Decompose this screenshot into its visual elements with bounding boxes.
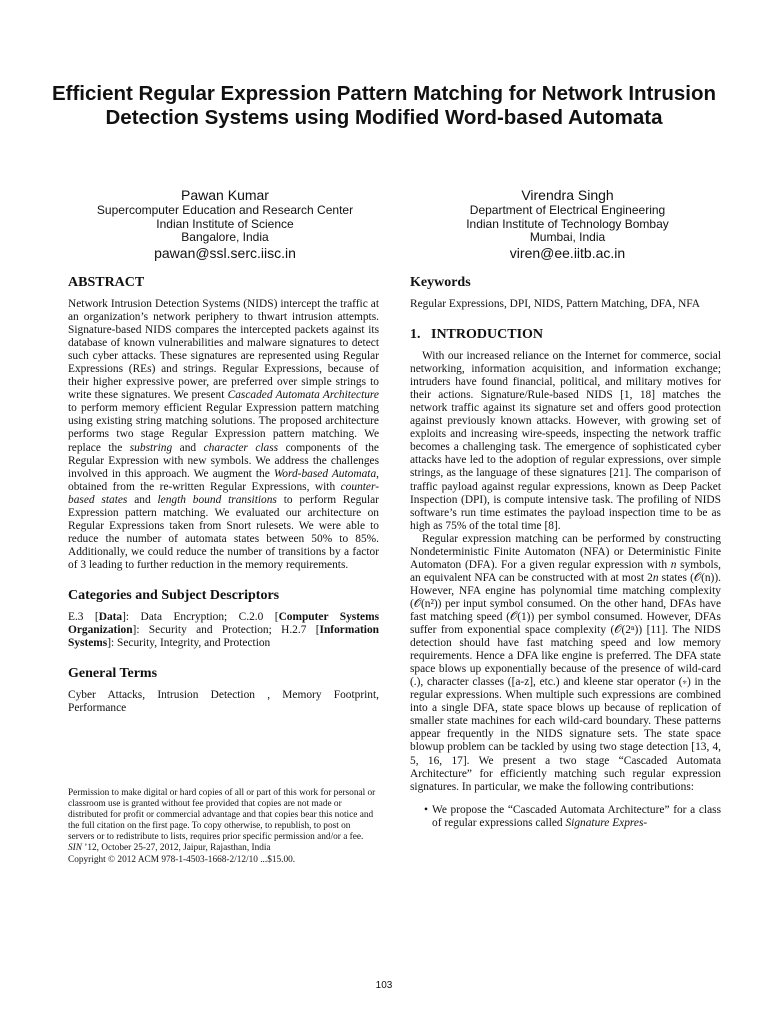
left-column [68, 274, 379, 715]
categories-heading: Categories and Subject Descriptors [68, 587, 280, 603]
keywords-text: Regular Expressions, DPI, NIDS, Pattern Matching, DFA, NFA [410, 298, 701, 310]
list-item: • We propose the “Cascaded Automata Architecture” for a class of regular expressions called Signature Expres- [424, 803, 721, 829]
right-column [410, 274, 721, 830]
page-number: 103 [375, 980, 393, 991]
author-affiliation-line: Indian Institute of Technology Bombay [466, 216, 669, 231]
author-email: viren@ee.iitb.ac.in [509, 244, 626, 261]
paper-title: Efficient Regular Expression Pattern Matching for Network Intrusion Detection Systems using Modified Word-based Automata [51, 82, 717, 129]
intro-paragraph-1: With our increased reliance on the Internet for commerce, social networking, information acquisition, and information exchange; intruders have found financial, political, and military motives for their actions. Signature/Rule-based NIDS [1, 18] matches the network traffic against its signature set and offers good protection against previously known attacks. However, with growing set of exploits and increasing wire-speeds, inspecting the network traffic becomes a challenging task. The emergence of sophisticated cyber attacks have led to the adoption of regular expressions, over simple strings, as the language of these signatures [21]. The comparison of traffic payload against regular expressions, known as Deep Packet Inspection (DPI), is compute intensive task. The profiling of NIDS software’s run time estimates the payload inspection time to be as high as 75% of the total time [8]. [410, 350, 721, 532]
general-terms-heading: General Terms [68, 666, 158, 682]
author-affiliation-line: Mumbai, India [529, 230, 606, 244]
abstract-text: Network Intrusion Detection Systems (NIDS) intercept the traffic at an organization’s network periphery to thwart intrusion attempts. Signature-based NIDS compares the intercepted packets against its database of known vulnerabilities and malware signatures to detect such cyber attacks. These signatures are represented using Regular Expressions (REs) and strings. Regular Expressions, because of their higher expressive power, are preferred over simple strings to write these signatures. We present Cascaded Automata Architecture to perform memory efficient Regular Expression pattern matching using existing string matching solutions. The proposed architecture performs two stage Regular Expression pattern matching. We replace the substring and character class components of the Regular Expression with new symbols. We address the challenges involved in this approach. We augment the Word-based Automata, obtained from the re-written Regular Expressions, with counter-based states and length bound transitions to perform Regular Expression pattern matching. We evaluated our architecture on Regular Expressions taken from Snort rulesets. We were able to reduce the number of automata states between 50% to 85%. Additionally, we could reduce the number of transitions by a factor of 3 leading to further reduction in the memory requirements. [68, 298, 379, 571]
introduction-heading: 1. INTRODUCTION [410, 327, 544, 343]
author-name: Virendra Singh [521, 187, 614, 203]
author-block-1 [60, 186, 390, 262]
author-affiliation-line: Bangalore, India [181, 230, 269, 244]
author-affiliation-line: Supercomputer Education and Research Center [96, 203, 354, 217]
permission-notice: Permission to make digital or hard copies of all or part of this work for personal or classroom use is granted without fee provided that copies are not made or distributed for profit or commercial advantage and that copies bear this notice and the full citation on the first page. To copy otherwise, to republish, to post on servers or to redistribute to lists, requires prior specific permission and/or a fee. [68, 788, 376, 843]
abstract-heading: ABSTRACT [68, 275, 145, 290]
venue-line: SIN ’12, October 25-27, 2012, Jaipur, Rajasthan, India [68, 843, 271, 854]
copyright-footnote [68, 788, 379, 866]
author-name: Pawan Kumar [181, 187, 269, 203]
author-affiliation-line: Indian Institute of Science [156, 216, 294, 231]
author-affiliation-line: Department of Electrical Engineering [469, 203, 666, 217]
general-terms-text: Cyber Attacks, Intrusion Detection , Memory Footprint, Performance [68, 689, 379, 715]
contributions-list [410, 804, 721, 830]
intro-paragraph-2: Regular expression matching can be performed by constructing Nondeterministic Finite Automaton (NFA) or Deterministic Finite Automaton (DFA). For a given regular expression with n symbols, an equivalent NFA can be constructed with at most 2n states (𝒪(n)). However, NFA engine has polynomial time matching complexity (𝒪(n²)) per input symbol consumed. On the other hand, DFAs have fast matching speed (𝒪(1)) per symbol consumed. However, DFAs suffer from exponential space complexity (𝒪(2ⁿ)) [11]. The NIDS detection should have fast matching speed and low memory requirements. Hence a DFA like engine is preferred. The DFA state space blows up exponentially because of the presence of wild-card (.), character classes ([a-z], etc.) and kleene star operator (∗) in the regular expressions. When multiple such expressions are combined into a single DFA, state space blows up because of replication of smaller state machines for each wild-card boundary. These patterns appear frequently in the NIDS signature sets. The state space blowup problem can be tackled by using two stage detection [13, 4, 5, 16, 17]. We present a two stage “Cascaded Automata Architecture” for efficiently matching such regular expression signatures. In particular, we make the following contributions: [410, 532, 721, 793]
copyright-line: Copyright © 2012 ACM 978-1-4503-1668-2/12/10 ...$15.00. [68, 854, 296, 865]
keywords-heading: Keywords [410, 275, 471, 290]
bullet-icon: • [424, 803, 428, 816]
author-email: pawan@ssl.serc.iisc.in [154, 244, 296, 261]
categories-text: E.3 [Data]: Data Encryption; C.2.0 [Computer Systems Organization]: Security and Protection; H.2.7 [Information Systems]: Security, Integrity, and Protection [68, 610, 379, 650]
author-block-2 [395, 186, 740, 262]
